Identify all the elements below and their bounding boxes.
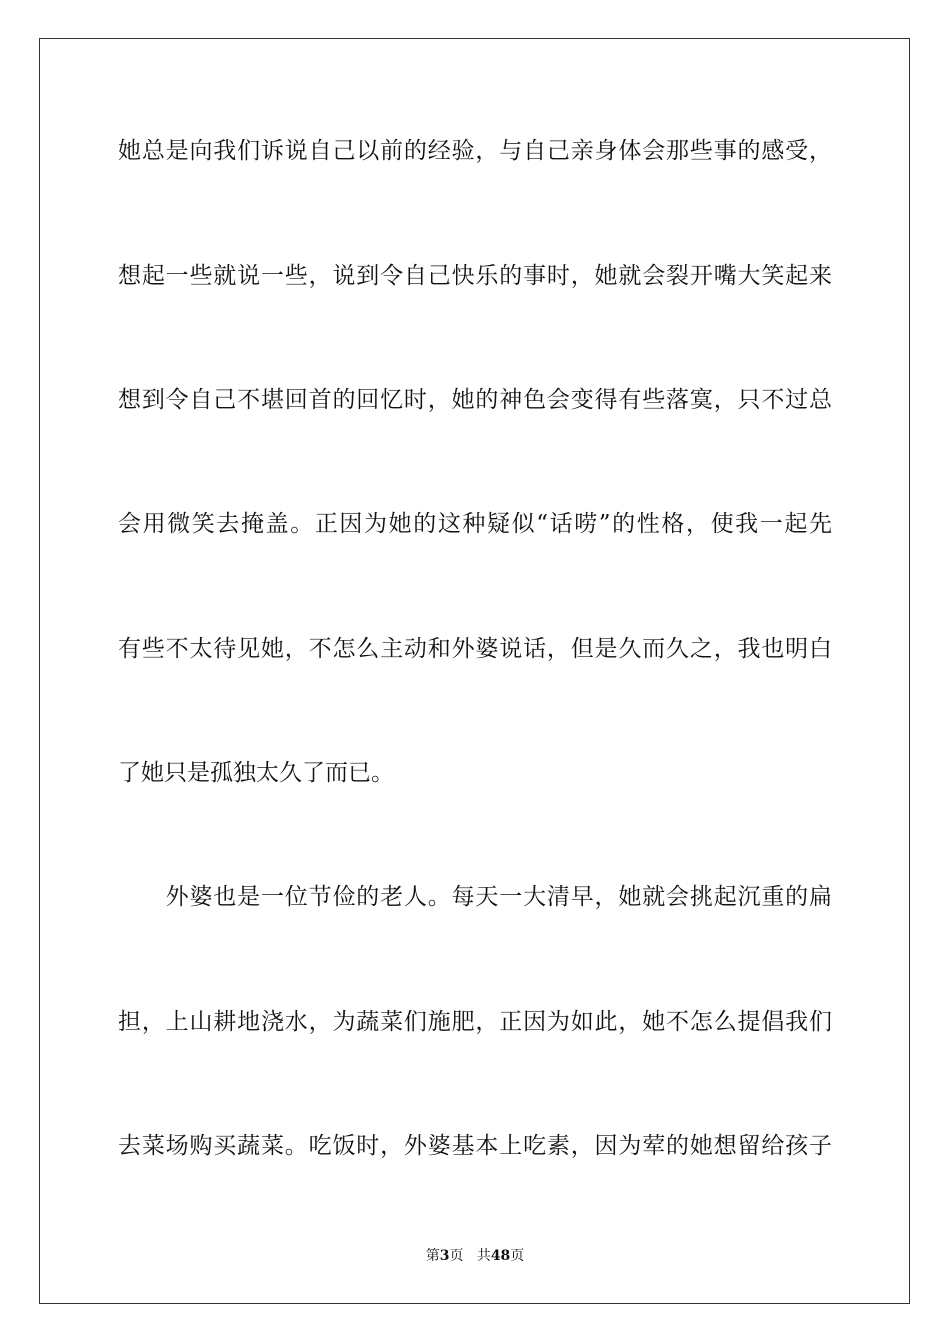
text-line: 有些不太待见她，不怎么主动和外婆说话，但是久而久之，我也明白 — [118, 636, 832, 662]
text-line: 会用微笑去掩盖。正因为她的这种疑似“话唠”的性格，使我一起先 — [118, 511, 832, 537]
text-line: 担，上山耕地浇水，为蔬菜们施肥，正因为如此，她不怎么提倡我们 — [118, 1009, 832, 1035]
text-line: 去菜场购买蔬菜。吃饭时，外婆基本上吃素，因为荤的她想留给孩子 — [118, 1133, 832, 1159]
total-pages: 48 — [490, 1248, 511, 1264]
text-line: 了她只是孤独太久了而已。 — [118, 760, 394, 786]
page-prefix: 第 — [425, 1248, 440, 1264]
page-border — [39, 38, 910, 1304]
text-line: 她总是向我们诉说自己以前的经验，与自己亲身体会那些事的感受， — [118, 138, 832, 164]
page-number: 3 — [439, 1248, 450, 1264]
page-suffix: 页 — [449, 1248, 464, 1264]
text-line: 想到令自己不堪回首的回忆时，她的神色会变得有些落寞，只不过总 — [118, 387, 832, 413]
total-prefix: 共 — [476, 1248, 491, 1264]
text-line: 想起一些就说一些，说到令自己快乐的事时，她就会裂开嘴大笑起来 — [118, 263, 832, 289]
total-suffix: 页 — [510, 1248, 525, 1264]
page-footer — [0, 1247, 950, 1265]
text-line: 外婆也是一位节俭的老人。每天一大清早，她就会挑起沉重的扁 — [118, 884, 832, 910]
